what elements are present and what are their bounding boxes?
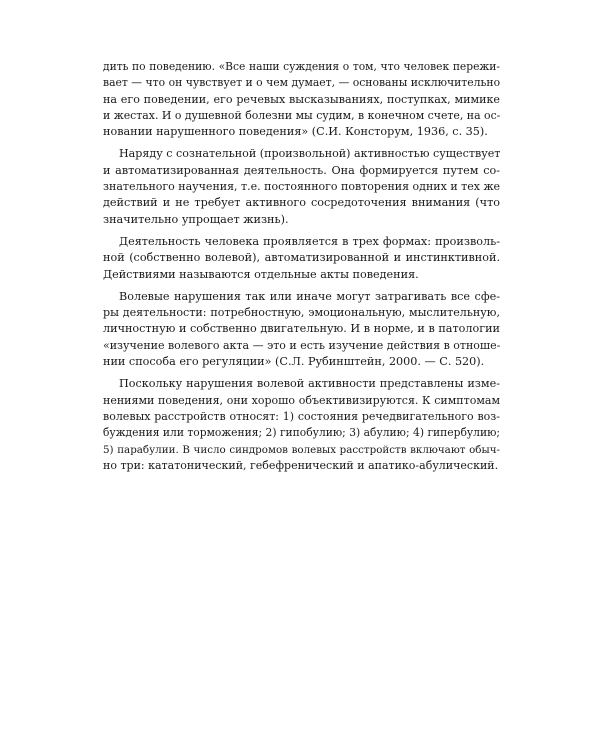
text-line: знательного научения, т.е. постоянного повторения одних и тех же — [103, 180, 501, 194]
text-line: волевых расстройств относят: 1) состояния речедвигательного воз- — [103, 409, 500, 423]
text-line: дить по поведению. «Все наши суждения о том, что человек пережи- — [103, 60, 500, 73]
text-line: нии способа его регуляции» (С.Л. Рубинштейн, 2000. — С. 520). — [103, 355, 485, 369]
text-line: на его поведении, его речевых высказываниях, поступках, мимике — [103, 92, 500, 106]
text-line: ры деятельности: потребностную, эмоциональную, мыслительную, — [103, 306, 500, 320]
text-line: «изучение волевого акта — это и есть изучение действия в отноше- — [103, 338, 501, 352]
text-line: буждения или торможения; 2) гипобулию; 3) абулию; 4) гипербулию; — [103, 426, 500, 440]
text-line: личностную и собственно двигательную. И в норме, и в патологии — [103, 322, 500, 336]
text-line: значительно упрощает жизнь). — [103, 212, 289, 226]
text-line: и автоматизированная деятельность. Она формируется путем со- — [103, 163, 500, 177]
text-line: Наряду с сознательной (произвольной) активностью существует — [119, 147, 501, 161]
paragraph-3 — [103, 234, 500, 283]
text-column — [103, 59, 500, 480]
text-line: Деятельность человека проявляется в трех формах: произволь- — [119, 234, 500, 248]
paragraph-4 — [103, 289, 500, 370]
text-line: Волевые нарушения так или иначе могут затрагивать все сфе- — [119, 289, 500, 303]
text-line: Действиями называются отдельные акты поведения. — [103, 267, 419, 281]
text-line: нениями поведения, они хорошо объективизируются. К симптомам — [103, 393, 500, 407]
text-line: 5) парабулии. В число синдромов волевых расстройств включают обыч- — [103, 443, 500, 456]
text-line: но три: кататонический, гебефренический и апатико-абулический. — [103, 458, 499, 472]
text-line: действий и не требует активного сосредоточения внимания (что — [103, 196, 500, 210]
text-line: новании нарушенного поведения» (С.И. Консторум, 1936, с. 35). — [103, 125, 488, 139]
text-line: Поскольку нарушения волевой активности представлены изме- — [119, 377, 500, 391]
text-line: вает — что он чувствует и о чем думает, — основаны исключительно — [103, 76, 501, 90]
paragraph-5 — [103, 376, 500, 474]
text-line: ной (собственно волевой), автоматизированной и инстинктивной. — [103, 251, 500, 265]
text-line: и жестах. И о душевной болезни мы судим, в конечном счете, на ос- — [103, 108, 501, 122]
paragraph-2 — [103, 146, 500, 227]
paragraph-1 — [103, 59, 500, 140]
